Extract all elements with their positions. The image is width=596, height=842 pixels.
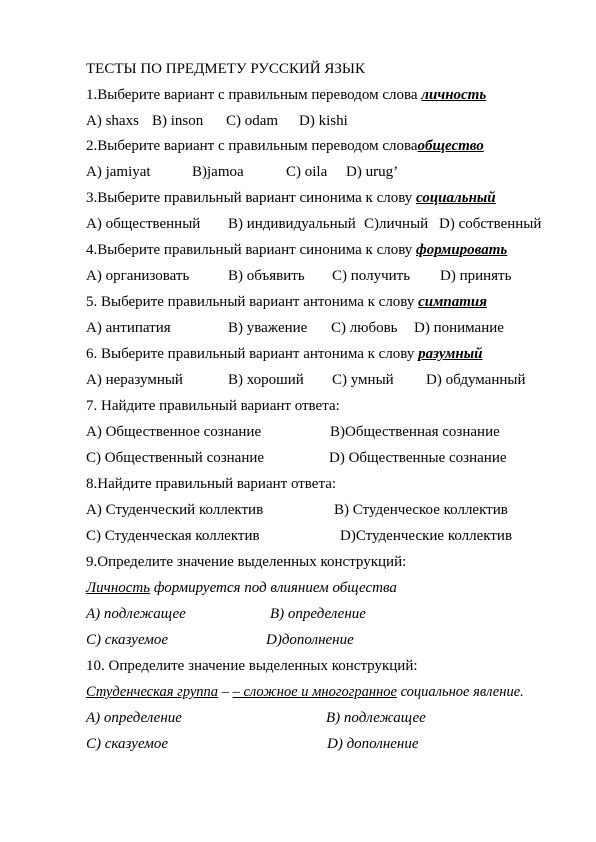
- question-4-word: формировать: [416, 242, 508, 258]
- option-a: A) Общественное сознание: [86, 424, 262, 440]
- question-7: 7. Найдите правильный вариант ответа:: [86, 398, 340, 414]
- option-c: C) сказуемое: [86, 736, 168, 752]
- option-c: C) любовь: [331, 320, 398, 336]
- question-10-sentence: [86, 683, 524, 701]
- option-b: B) подлежащее: [326, 710, 426, 726]
- question-4: [86, 241, 507, 259]
- option-a: A) антипатия: [86, 320, 171, 336]
- question-1-prompt: 1.Выберите вариант с правильным переводом слова: [86, 87, 422, 103]
- question-4-prompt: 4.Выберите правильный вариант синонима к слову: [86, 242, 417, 258]
- option-d: D) обдуманный: [426, 372, 526, 388]
- option-d: D) kishi: [299, 113, 348, 129]
- option-d: D) Общественные сознание: [329, 450, 507, 466]
- highlighted-construction: Личность: [86, 580, 151, 596]
- question-9-sentence: [86, 579, 397, 597]
- option-b: B)jamoa: [192, 164, 244, 180]
- question-10: 10. Определите значение выделенных конструкций:: [86, 658, 418, 674]
- option-b: B) inson: [152, 113, 204, 129]
- option-c: C)личный: [364, 216, 429, 232]
- option-d: D) дополнение: [327, 736, 419, 752]
- question-5-word: симпатия: [418, 294, 487, 310]
- question-6-word: разумный: [418, 346, 483, 362]
- option-d: D)Студенческие коллектив: [340, 528, 513, 544]
- option-b: B) уважение: [228, 320, 308, 336]
- option-a: A) подлежащее: [86, 606, 186, 622]
- question-9: 9.Определите значение выделенных конструкций:: [86, 554, 407, 570]
- option-a: A) организовать: [86, 268, 190, 284]
- sentence-rest: формируется под влиянием общества: [150, 580, 397, 596]
- option-b: B)Общественная сознание: [330, 424, 500, 440]
- option-b: B) объявить: [228, 268, 305, 284]
- option-a: A) Студенческий коллектив: [86, 502, 264, 518]
- question-3-word: социальный: [416, 190, 496, 206]
- question-5-prompt: 5. Выберите правильный вариант антонима к слову: [86, 294, 419, 310]
- highlighted-construction: – сложное и многогранное: [232, 684, 397, 700]
- question-8: 8.Найдите правильный вариант ответа:: [86, 476, 337, 492]
- option-c: C) odam: [226, 113, 279, 129]
- option-c: C) получить: [332, 268, 411, 284]
- question-1-word: личность: [421, 87, 487, 103]
- option-a: A) определение: [86, 710, 182, 726]
- question-2-prompt: 2.Выберите вариант с правильным переводом слова: [86, 138, 418, 154]
- option-c: C) умный: [332, 372, 394, 388]
- option-d: D)дополнение: [266, 632, 354, 648]
- sentence-separator: –: [218, 684, 233, 700]
- option-b: B) индивидуальный: [228, 216, 356, 232]
- option-a: A) shaxs: [86, 113, 139, 129]
- option-c: C) oila: [286, 164, 328, 180]
- option-b: B) определение: [270, 606, 366, 622]
- question-1: [86, 86, 486, 104]
- question-3: [86, 189, 496, 207]
- option-b: B) Студенческое коллектив: [334, 502, 508, 518]
- option-c: C) Общественный сознание: [86, 450, 265, 466]
- question-6-prompt: 6. Выберите правильный вариант антонима к слову: [86, 346, 419, 362]
- highlighted-construction: Студенческая группа: [86, 684, 219, 700]
- page-title: ТЕСТЫ ПО ПРЕДМЕТУ РУССКИЙ ЯЗЫК: [86, 61, 365, 77]
- question-5: [86, 293, 487, 311]
- option-d: D) собственный: [439, 216, 542, 232]
- question-2-word: общество: [417, 138, 484, 154]
- option-c: C) Студенческая коллектив: [86, 528, 260, 544]
- option-d: D) urug’: [346, 164, 399, 180]
- option-a: A) неразумный: [86, 372, 183, 388]
- option-c: C) сказуемое: [86, 632, 168, 648]
- sentence-rest: социальное явление.: [396, 684, 524, 700]
- option-a: A) общественный: [86, 216, 201, 232]
- question-2: [86, 137, 484, 155]
- question-3-prompt: 3.Выберите правильный вариант синонима к слову: [86, 190, 417, 206]
- question-6: [86, 345, 483, 363]
- option-a: A) jamiyat: [86, 164, 151, 180]
- option-d: D) понимание: [414, 320, 504, 336]
- option-d: D) принять: [440, 268, 512, 284]
- option-b: B) хороший: [228, 372, 304, 388]
